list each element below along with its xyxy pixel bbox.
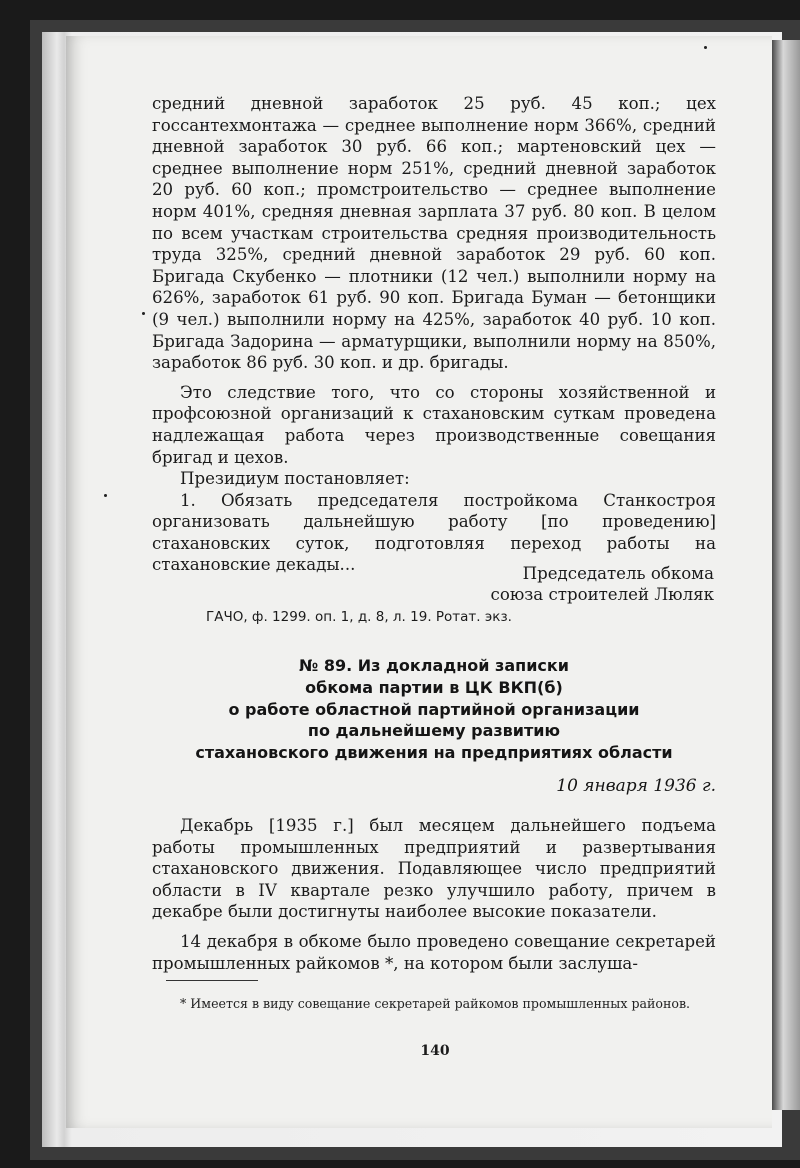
speck	[704, 46, 707, 49]
paragraph-4: 1. Обязать председателя постройкома Станкостроя организовать дальнейшую работу [по проведению] стахановских суток, подготовляя переход работы на стахановские декады...	[152, 490, 716, 575]
paragraph-3: Президиум постановляет:	[180, 469, 410, 489]
body-text-bottom	[152, 815, 716, 974]
paragraph-1: средний дневной заработок 25 руб. 45 коп.; цех госсантехмонтажа — среднее выполнение норм 366%, средний дневной заработок 30 руб. 66 коп.; мартеновский цех — среднее выполнение норм 251%, средний дневной заработок 20 руб. 60 коп.; промстроительство — среднее выполнение норм 401%, средняя дневная зарплата 37 руб. 80 коп. В целом по всем участкам строительства средняя производительность труда 325%, средний дневной заработок 29 руб. 60 коп. Бригада Скубенко — плотники (12 чел.) выполнили норму на 626%, заработок 61 руб. 90 коп. Бригада Буман — бетонщики (9 чел.) выполнили норму на 425%, заработок 40 руб. 10 коп. Бригада Задорина — арматурщики, выполнили норму на 850%, заработок 86 руб. 30 коп. и др. бригады.	[152, 94, 716, 373]
document-heading	[152, 655, 716, 764]
document-date: 10 января 1936 г.	[556, 776, 716, 796]
paragraph-6: 14 декабря в обкоме было проведено совещание секретарей промышленных райкомов *, на котором были заслуша-	[152, 931, 716, 973]
footnote-rule	[166, 980, 258, 981]
speck	[142, 312, 145, 315]
archive-reference: ГАЧО, ф. 1299. оп. 1, д. 8, л. 19. Ротат. экз.	[206, 609, 512, 625]
paragraph-2: Это следствие того, что со стороны хозяйственной и профсоюзной организаций к стахановским суткам проведена надлежащая работа через производственные совещания бригад и цехов.	[152, 382, 716, 467]
page-number: 140	[420, 1043, 450, 1059]
body-text-top	[152, 93, 716, 576]
heading-line-5: стахановского движения на предприятиях области	[195, 743, 673, 763]
signature-name: союза строителей Люляк	[490, 585, 714, 604]
paragraph-5: Декабрь [1935 г.] был месяцем дальнейшего подъема работы промышленных предприятий и развертывания стахановского движения. Подавляющее число предприятий области в IV квартале резко улучшило работу, причем в декабре были достигнуты наиболее высокие показатели.	[152, 816, 716, 922]
heading-line-2: обкома партии в ЦК ВКП(б)	[305, 677, 563, 697]
heading-line-4: по дальнейшему развитию	[307, 721, 561, 741]
signature-title: Председатель обкома	[522, 564, 714, 583]
speck	[104, 494, 107, 497]
heading-line-3: о работе областной партийной организации	[228, 699, 640, 719]
page-gutter	[772, 40, 800, 1110]
footnote: * Имеется в виду совещание секретарей райкомов промышленных районов.	[180, 996, 691, 1011]
heading-line-1: № 89. Из докладной записки	[299, 656, 569, 675]
